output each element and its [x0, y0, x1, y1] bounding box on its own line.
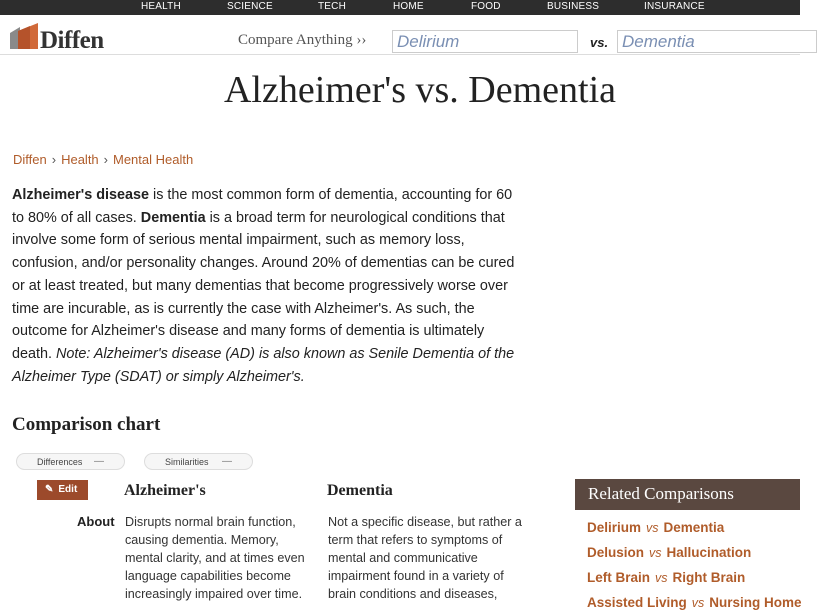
related-item-b: Dementia — [663, 520, 725, 535]
related-vs: vs — [649, 546, 662, 560]
column-header-dementia[interactable]: Dementia — [327, 482, 393, 499]
pencil-icon: ✎ — [45, 484, 54, 495]
breadcrumb-separator: › — [51, 152, 57, 167]
breadcrumb-diffen[interactable]: Diffen — [13, 152, 47, 167]
related-vs: vs — [646, 521, 659, 535]
related-item-a: Left Brain — [587, 570, 651, 585]
related-item-b: Right Brain — [672, 570, 746, 585]
related-item-a: Delirium — [587, 520, 642, 535]
nav-item-health[interactable]: HEALTH — [141, 1, 181, 12]
cell-about-alzheimers: Disrupts normal brain function, causing dementia. Memory, mental clarity, and at times even language capabilities become increasingly impaired over time. — [125, 515, 305, 601]
breadcrumb-mental-health[interactable]: Mental Health — [113, 152, 194, 167]
breadcrumb-separator: › — [103, 152, 108, 167]
top-nav-bar — [0, 0, 800, 15]
related-item[interactable] — [587, 520, 724, 535]
related-vs: vs — [691, 596, 705, 610]
edit-label: Edit — [58, 484, 78, 495]
cell-about-dementia: Not a specific disease, but rather a term that refers to symptoms of mental and communicative impairment found in a variety of brain conditions and diseases, — [328, 515, 522, 601]
related-item-a: Delusion — [587, 545, 645, 560]
similarities-toggle[interactable] — [144, 453, 253, 470]
differences-collapse-icon: — — [94, 456, 104, 467]
similarities-collapse-icon: — — [222, 456, 232, 467]
row-label-about: About — [77, 514, 115, 529]
edit-button[interactable] — [37, 480, 88, 500]
related-item[interactable] — [587, 595, 802, 610]
related-comparisons-panel — [575, 479, 802, 610]
differences-label: Differences — [37, 457, 83, 467]
nav-item-home[interactable]: HOME — [393, 1, 424, 12]
intro-note: Note: Alzheimer's disease (AD) is also known as Senile Dementia of the Alzheimer Type (SDAT) or simply Alzheimer's. — [12, 345, 515, 385]
compare-left-input[interactable] — [392, 30, 578, 53]
site-header — [0, 15, 800, 55]
compare-right-input[interactable] — [617, 30, 817, 53]
related-comparisons-title: Related Comparisons — [575, 479, 800, 510]
related-item[interactable] — [587, 545, 751, 560]
intro-term-alzheimers: Alzheimer's disease — [12, 187, 150, 203]
differences-toggle[interactable] — [16, 453, 125, 470]
column-header-alzheimers[interactable]: Alzheimer's — [124, 482, 206, 499]
nav-item-tech[interactable]: TECH — [318, 1, 347, 12]
nav-item-insurance[interactable]: INSURANCE — [644, 1, 705, 12]
breadcrumb — [13, 152, 193, 167]
nav-item-science[interactable]: SCIENCE — [227, 1, 273, 12]
related-item-a: Assisted Living — [587, 595, 687, 610]
nav-item-business[interactable]: BUSINESS — [547, 1, 600, 12]
compare-anything-label: Compare Anything ›› — [238, 32, 367, 48]
vs-label: vs. — [590, 35, 609, 50]
comparison-chart-title: Comparison chart — [12, 414, 161, 435]
logo-text: Diffen — [40, 27, 104, 54]
breadcrumb-health[interactable]: Health — [61, 152, 99, 167]
related-item-b: Hallucination — [666, 545, 752, 560]
related-item[interactable] — [587, 570, 745, 585]
diffen-logo[interactable] — [10, 23, 120, 53]
nav-item-food[interactable]: FOOD — [471, 1, 501, 12]
related-item-b: Nursing Home — [709, 595, 802, 610]
intro-term-dementia: Dementia — [140, 209, 206, 226]
intro-text-2: is a broad term for neurological conditions that involve some form of serious mental impairment, such as memory loss, confusion, and/or personality changes. Around 20% of dementias can be cured or at least treated, but many dementias that become progressively worse over time are incurable, as is currently the case with Alzheimer's. As such, the outcome for Alzheimer's disease and many forms of dementia is ultimately death. — [12, 209, 515, 362]
diffen-logo-icon — [10, 23, 40, 51]
intro-text-1: is the most common form of dementia, accounting for 60 to 80% of all cases. — [12, 187, 513, 226]
related-vs: vs — [655, 571, 668, 585]
intro-paragraph — [12, 184, 524, 388]
page-title: Alzheimer's vs. Dementia — [223, 69, 616, 111]
similarities-label: Similarities — [165, 457, 209, 467]
